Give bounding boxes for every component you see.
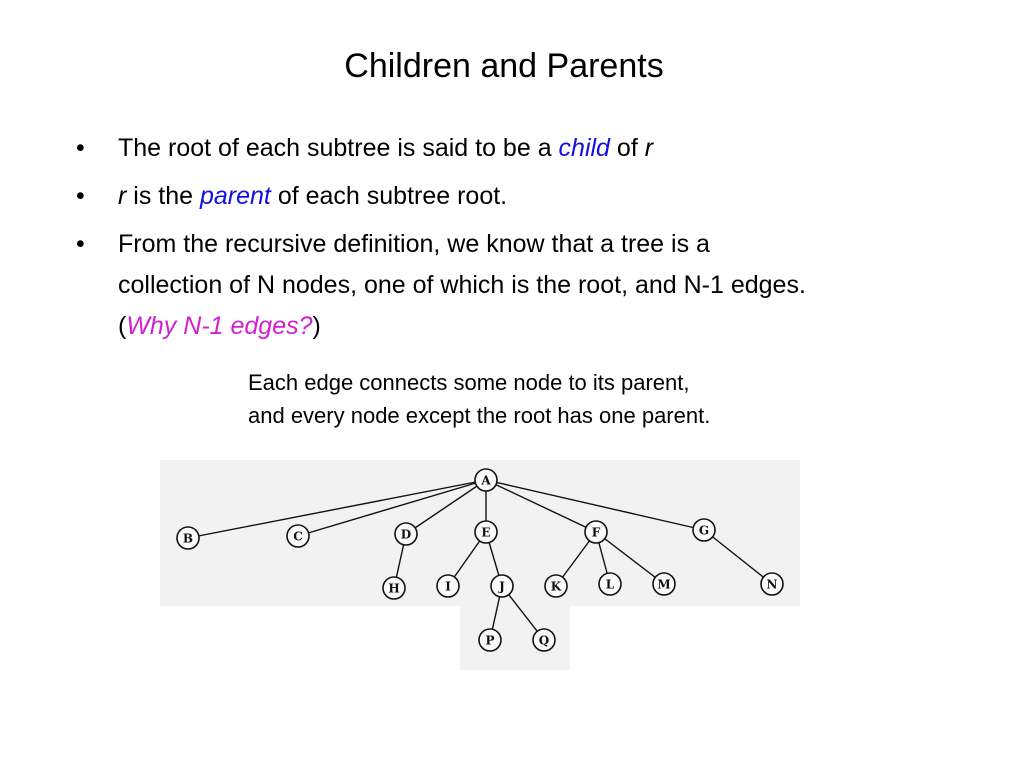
paren-close: ): [312, 312, 321, 340]
bullet-item-parent: [76, 176, 996, 217]
tree-node-I: [437, 575, 459, 597]
answer-line-2: and every node except the root has one parent.: [248, 403, 711, 428]
bullet-text-line2: collection of N nodes, one of which is the root, and N-1 edges.: [118, 271, 806, 299]
answer-line-1: Each edge connects some node to its parent,: [248, 370, 690, 395]
bullet-item-child: [76, 128, 996, 169]
bullet-text-line1: From the recursive definition, we know that a tree is a: [118, 230, 710, 258]
symbol-r: r: [118, 182, 127, 210]
slide-title: Children and Parents: [344, 47, 664, 85]
answer-text: [248, 366, 888, 432]
term-parent: parent: [199, 182, 271, 210]
tree-node-label: E: [481, 525, 491, 540]
tree-node-L: [599, 573, 621, 595]
tree-node-N: [761, 573, 783, 595]
tree-node-C: [287, 525, 309, 547]
tree-node-D: [395, 523, 417, 545]
question-why-edges: Why N-1 edges?: [126, 312, 313, 340]
tree-node-label: B: [182, 531, 194, 546]
tree-node-J: [491, 575, 513, 597]
tree-node-label: Q: [538, 633, 550, 648]
tree-diagram: [160, 460, 800, 670]
bullet-dot: •: [76, 182, 85, 210]
tree-node-label: C: [293, 529, 303, 544]
tree-node-H: [383, 577, 405, 599]
bullet-text: of: [609, 134, 645, 162]
bullet-dot: •: [76, 230, 85, 258]
tree-node-B: [177, 527, 199, 549]
tree-node-Q: [533, 629, 555, 651]
tree-svg: [160, 460, 800, 670]
tree-node-A: [475, 469, 497, 491]
tree-node-label: H: [388, 581, 400, 596]
tree-node-label: I: [445, 579, 451, 594]
term-child: child: [558, 134, 610, 162]
tree-node-G: [693, 519, 715, 541]
symbol-r: r: [644, 134, 654, 162]
tree-node-label: F: [591, 525, 601, 540]
tree-node-label: L: [605, 577, 615, 592]
tree-node-label: P: [485, 633, 495, 648]
tree-node-label: K: [550, 579, 562, 594]
tree-node-E: [475, 521, 497, 543]
bullet-item-definition: [76, 224, 996, 347]
tree-node-label: G: [698, 523, 710, 538]
bullet-text: The root of each subtree is said to be a: [118, 134, 559, 162]
tree-node-label: J: [499, 579, 505, 594]
paren-open: (: [118, 312, 127, 340]
tree-node-label: A: [481, 473, 491, 488]
tree-node-label: M: [657, 577, 671, 592]
tree-node-label: D: [400, 527, 412, 542]
tree-node-K: [545, 575, 567, 597]
bullet-text: is the: [126, 182, 200, 210]
tree-node-label: N: [766, 577, 778, 592]
bullet-list: [76, 128, 996, 354]
tree-node-M: [653, 573, 675, 595]
tree-node-P: [479, 629, 501, 651]
tree-node-F: [585, 521, 607, 543]
bullet-text: of each subtree root.: [270, 182, 508, 210]
bullet-dot: •: [76, 134, 85, 162]
